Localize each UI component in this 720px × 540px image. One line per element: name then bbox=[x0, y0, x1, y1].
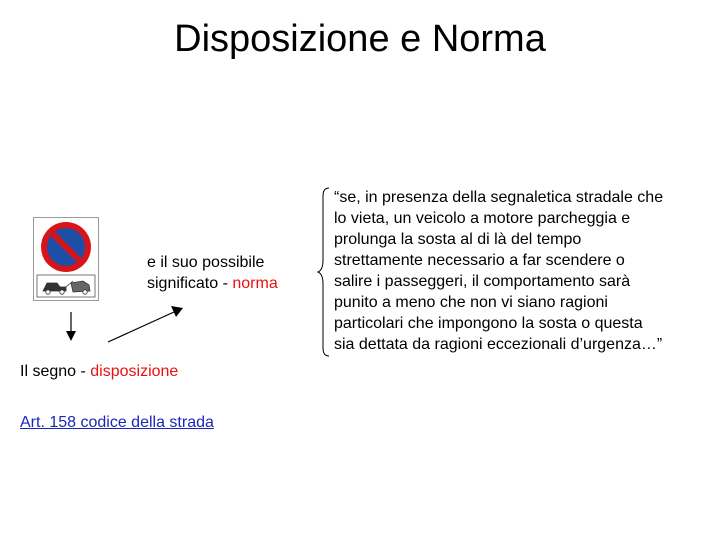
down-arrow-icon bbox=[66, 312, 76, 341]
norma-highlight: norma bbox=[232, 275, 278, 292]
disposizione-highlight: disposizione bbox=[90, 363, 179, 380]
page-title: Disposizione e Norma bbox=[174, 18, 546, 60]
law-quote: “se, in presenza della segnaletica stradale che lo vieta, un veicolo a motore parcheggia e prolunga la sosta al di là del tempo strettamente necessario a far scendere o salire i passeggeri, il comportamento sarà punito a meno che non vi siano ragioni particolari che impongono la sosta o questa sia dettata da ragioni eccezionali d’urgenza…” bbox=[334, 189, 664, 353]
sign-label-prefix: Il segno - bbox=[20, 363, 91, 380]
meaning-prefix: significato - bbox=[147, 275, 233, 292]
meaning-line1: e il suo possibile bbox=[147, 254, 265, 271]
curly-brace-icon bbox=[316, 186, 332, 358]
article-link[interactable]: Art. 158 codice della strada bbox=[20, 414, 214, 431]
diagonal-arrow-icon bbox=[108, 306, 183, 342]
sign-label bbox=[20, 361, 178, 382]
